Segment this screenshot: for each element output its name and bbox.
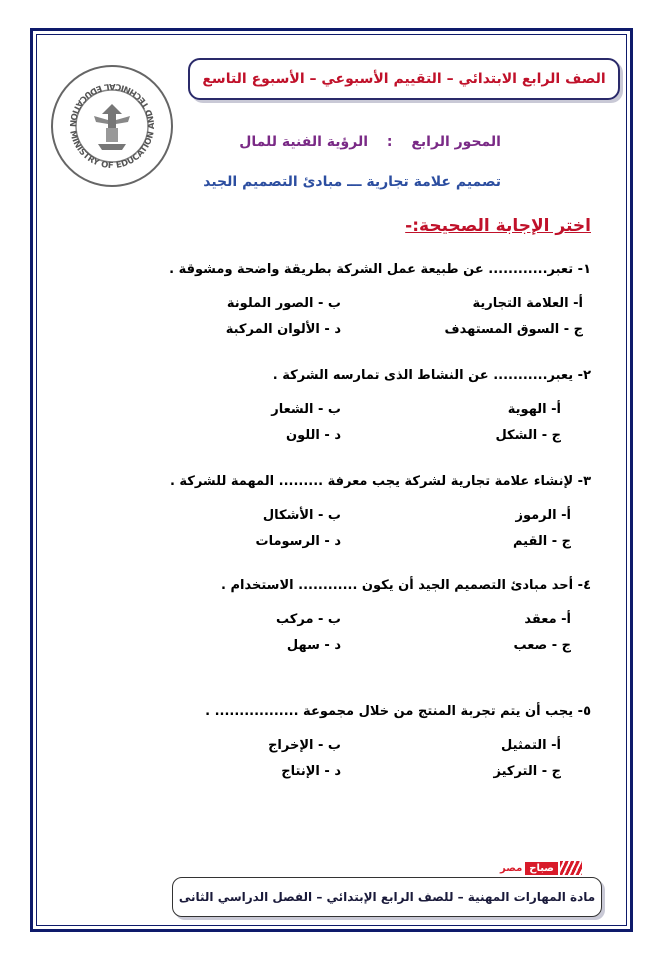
q5-option-c: ج - التركيز (493, 764, 561, 779)
watermark-brand: صباح (525, 862, 558, 875)
topic-line: تصميم علامة تجارية ـــ مبادئ التصميم الجيد (203, 174, 501, 190)
q1-option-c: ج - السوق المستهدف (444, 322, 583, 337)
watermark-suffix: مصر (500, 862, 523, 874)
logo-text: MINISTRY OF EDUCATION AND TECHNICAL EDUCATION (66, 80, 158, 172)
question-5: ٥- يجب أن يتم تجربة المنتج من خلال مجموعة ................. . (205, 704, 591, 719)
watermark (500, 860, 582, 876)
footer-text: مادة المهارات المهنية – للصف الرابع الإبتدائي – الفصل الدراسي الثانى (178, 890, 596, 904)
q4-option-b: ب - مركب (276, 612, 341, 627)
q5-option-d: د - الإنتاج (281, 764, 341, 779)
axis-line (239, 134, 501, 150)
q4-option-d: د - سهل (286, 638, 341, 653)
instruction-heading: اختر الإجابة الصحيحة:- (405, 216, 591, 236)
q4-option-c: ج - صعب (513, 638, 571, 653)
q5-option-b: ب - الإخراج (268, 738, 341, 753)
watermark-stripes-icon (560, 861, 582, 875)
header-banner (188, 58, 620, 100)
q2-option-d: د - اللون (285, 428, 341, 443)
q1-option-d: د - الألوان المركبة (225, 322, 341, 337)
ministry-logo-icon (50, 64, 174, 188)
q2-option-c: ج - الشكل (495, 428, 561, 443)
header-title: الصف الرابع الابتدائي – التقييم الأسبوعي – الأسبوع التاسع (202, 71, 606, 87)
axis-value: الرؤية الفنية للمال (239, 134, 368, 150)
question-4: ٤- أحد مبادئ التصميم الجيد أن يكون ............ الاستخدام . (221, 578, 591, 593)
question-2: ٢- يعبر........... عن النشاط الذى تمارسه الشركة . (272, 368, 591, 383)
q1-option-a: أ- العلامة التجارية (472, 296, 583, 311)
q4-option-a: أ- معقد (524, 612, 571, 627)
q3-option-a: أ- الرموز (515, 508, 571, 523)
question-3: ٣- لإنشاء علامة تجارية لشركة يجب معرفة ......... المهمة للشركة . (169, 474, 591, 489)
q3-option-d: د - الرسومات (255, 534, 341, 549)
q3-option-b: ب - الأشكال (262, 508, 341, 523)
q5-option-a: أ- التمثيل (501, 738, 561, 753)
q2-option-b: ب - الشعار (271, 402, 341, 417)
question-1: ١- تعبر............ عن طبيعة عمل الشركة بطريقة واضحة ومشوقة . (169, 262, 591, 277)
footer-banner (172, 877, 602, 917)
q2-option-a: أ- الهوية (507, 402, 561, 417)
q3-option-c: ج - القيم (512, 534, 571, 549)
axis-separator: : (386, 134, 393, 150)
q1-option-b: ب - الصور الملونة (226, 296, 341, 311)
axis-label: المحور الرابع (411, 134, 501, 150)
